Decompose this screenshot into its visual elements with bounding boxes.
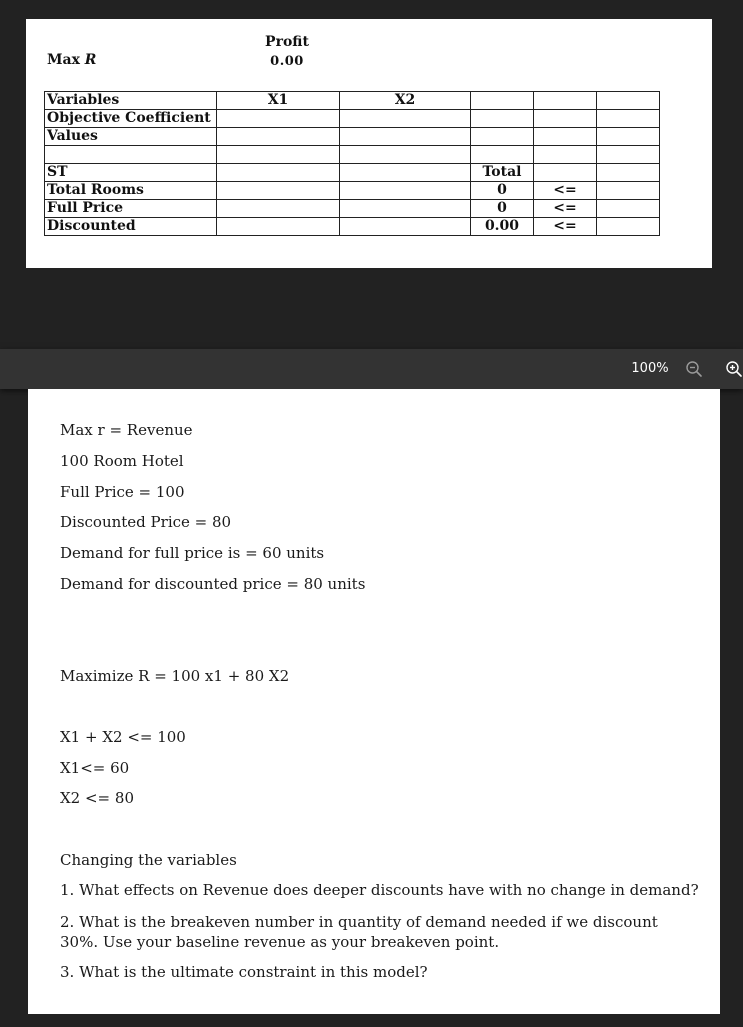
table-cell[interactable]: Variables xyxy=(45,92,217,110)
table-row xyxy=(45,182,660,200)
profit-cell xyxy=(262,32,312,72)
doc-question: 1. What effects on Revenue does deeper discounts have with no change in demand? xyxy=(60,881,699,899)
table-row xyxy=(45,164,660,182)
table-cell[interactable] xyxy=(597,182,660,200)
table-cell[interactable] xyxy=(471,146,534,164)
table-cell[interactable]: ST xyxy=(45,164,217,182)
table-cell[interactable] xyxy=(534,110,597,128)
table-cell[interactable] xyxy=(340,128,471,146)
table-cell[interactable] xyxy=(217,200,340,218)
table-cell[interactable]: Discounted xyxy=(45,218,217,236)
doc-text-line: Demand for discounted price = 80 units xyxy=(60,575,366,593)
table-cell[interactable] xyxy=(471,110,534,128)
doc-text-line: Max r = Revenue xyxy=(60,421,193,439)
table-cell[interactable] xyxy=(340,218,471,236)
table-cell[interactable]: <= xyxy=(534,182,597,200)
table-cell[interactable]: Values xyxy=(45,128,217,146)
table-cell[interactable] xyxy=(597,92,660,110)
table-cell[interactable]: X1 xyxy=(217,92,340,110)
table-cell[interactable]: Total xyxy=(471,164,534,182)
table-cell[interactable] xyxy=(340,146,471,164)
table-cell[interactable] xyxy=(597,110,660,128)
table-row xyxy=(45,128,660,146)
table-cell[interactable] xyxy=(217,182,340,200)
doc-text-line: X1<= 60 xyxy=(60,759,130,777)
table-row xyxy=(45,110,660,128)
table-cell[interactable] xyxy=(217,110,340,128)
doc-text-line: Discounted Price = 80 xyxy=(60,513,232,531)
doc-text-line: Changing the variables xyxy=(60,851,237,869)
table-cell[interactable]: Full Price xyxy=(45,200,217,218)
doc-text-line: X2 <= 80 xyxy=(60,789,134,807)
profit-label: Profit xyxy=(265,34,309,50)
table-cell[interactable] xyxy=(597,146,660,164)
zoom-in-button[interactable] xyxy=(725,360,743,378)
table-cell[interactable] xyxy=(597,200,660,218)
table-cell[interactable] xyxy=(217,164,340,182)
table-cell[interactable] xyxy=(45,146,217,164)
table-cell[interactable] xyxy=(340,164,471,182)
doc-question: 3. What is the ultimate constraint in this model? xyxy=(60,963,428,981)
profit-value: 0.00 xyxy=(270,54,304,69)
table-cell[interactable] xyxy=(217,128,340,146)
table-cell[interactable] xyxy=(340,182,471,200)
table-cell[interactable]: Total Rooms xyxy=(45,182,217,200)
table-cell[interactable]: X2 xyxy=(340,92,471,110)
doc-text-line: Maximize R = 100 x1 + 80 X2 xyxy=(60,667,290,685)
document-page xyxy=(28,389,720,1014)
doc-text-line: 100 Room Hotel xyxy=(60,452,184,470)
doc-text-line: Full Price = 100 xyxy=(60,483,185,501)
table-cell[interactable]: 0 xyxy=(471,182,534,200)
lp-model-table xyxy=(44,91,660,236)
table-cell[interactable] xyxy=(340,110,471,128)
table-cell[interactable]: <= xyxy=(534,200,597,218)
zoom-level[interactable]: 100% xyxy=(631,361,669,376)
table-row xyxy=(45,146,660,164)
objective-label xyxy=(47,52,96,68)
table-row xyxy=(45,218,660,236)
table-cell[interactable] xyxy=(597,218,660,236)
table-cell[interactable] xyxy=(471,92,534,110)
table-cell[interactable] xyxy=(597,128,660,146)
table-cell[interactable]: <= xyxy=(534,218,597,236)
doc-question: 2. What is the breakeven number in quantity of demand needed if we discount 30%. Use your baseline revenue as your breakeven point. xyxy=(60,913,658,951)
table-row xyxy=(45,200,660,218)
doc-text-line: X1 + X2 <= 100 xyxy=(60,728,186,746)
doc-text-line: Demand for full price is = 60 units xyxy=(60,544,325,562)
viewer-toolbar xyxy=(0,349,743,389)
table-cell[interactable]: Objective Coefficient xyxy=(45,110,217,128)
table-cell[interactable] xyxy=(217,218,340,236)
table-cell[interactable]: 0 xyxy=(471,200,534,218)
table-cell[interactable] xyxy=(340,200,471,218)
table-cell[interactable] xyxy=(597,164,660,182)
table-cell[interactable] xyxy=(534,146,597,164)
table-cell[interactable] xyxy=(534,128,597,146)
table-cell[interactable] xyxy=(217,146,340,164)
spreadsheet-panel xyxy=(26,19,712,268)
zoom-in-icon xyxy=(725,360,743,378)
table-header-row xyxy=(45,92,660,110)
table-cell[interactable] xyxy=(534,92,597,110)
table-cell[interactable]: 0.00 xyxy=(471,218,534,236)
zoom-out-icon xyxy=(685,360,703,378)
objective-label-text: Max xyxy=(47,52,80,68)
table-cell[interactable] xyxy=(471,128,534,146)
zoom-out-button[interactable] xyxy=(685,360,703,378)
table-cell[interactable] xyxy=(534,164,597,182)
objective-variable: R xyxy=(84,52,97,68)
